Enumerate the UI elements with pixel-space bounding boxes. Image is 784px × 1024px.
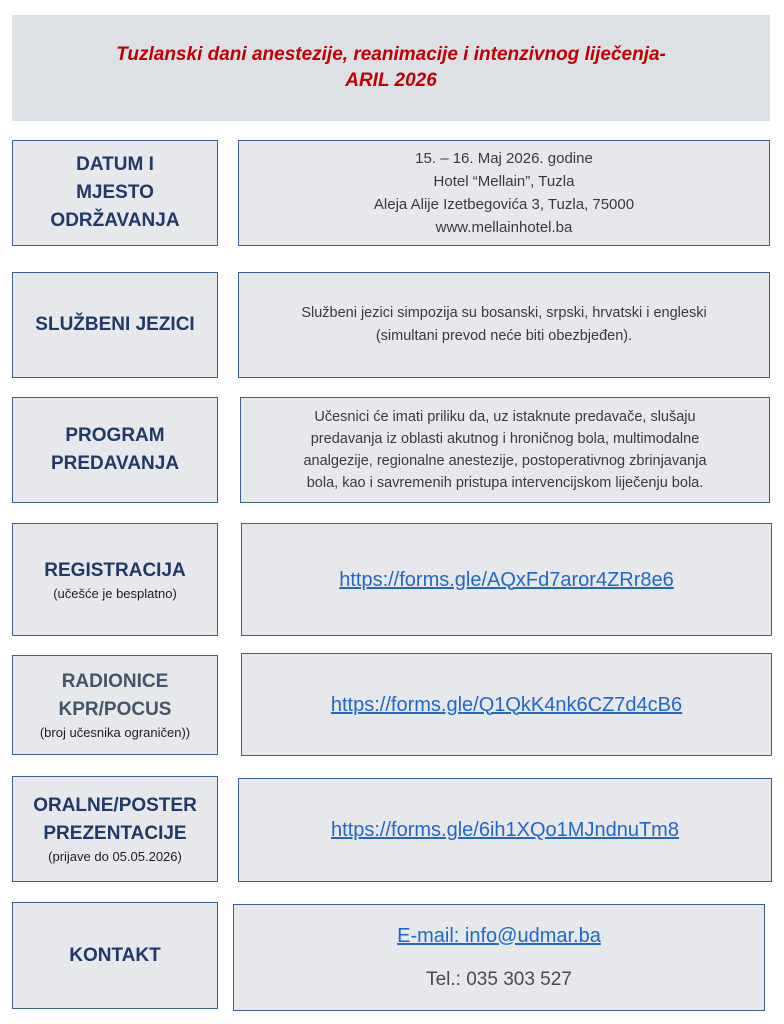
registracija-form-link[interactable]: https://forms.gle/AQxFd7aror4ZRr8e6 xyxy=(339,568,674,591)
radionice-label-line2: KPR/POCUS xyxy=(58,699,172,720)
kontakt-content-box xyxy=(233,904,765,1011)
registracija-content-box xyxy=(241,523,772,636)
radionice-label-box xyxy=(12,655,218,755)
program-content-box xyxy=(240,397,770,503)
registracija-sublabel: (učešće je besplatno) xyxy=(53,585,177,601)
program-label-line1: PROGRAM xyxy=(65,425,165,446)
jezici-label: SLUŽBENI JEZICI xyxy=(35,314,195,335)
oralne-label-line2: PREZENTACIJE xyxy=(43,823,187,844)
kontakt-label-box xyxy=(12,902,218,1009)
event-address: Aleja Alije Izetbegovića 3, Tuzla, 75000 xyxy=(373,196,635,213)
program-line2: predavanja iz oblasti akutnog i hroničnog bola, multimodalne xyxy=(310,431,700,447)
oralne-label-line1: ORALNE/POSTER xyxy=(33,795,197,816)
registracija-label-box xyxy=(12,523,218,636)
datum-label-box xyxy=(12,140,218,246)
datum-content-box xyxy=(238,140,770,246)
jezici-line1: Službeni jezici simpozija su bosanski, srpski, hrvatski i engleski xyxy=(301,305,707,321)
jezici-line2: (simultani prevod neće biti obezbjeđen). xyxy=(375,328,633,344)
event-date: 15. – 16. Maj 2026. godine xyxy=(415,150,593,167)
event-title-line1: Tuzlanski dani anestezije, reanimacije i intenzivnog liječenja- xyxy=(116,44,666,65)
kontakt-telephone: Tel.: 035 303 527 xyxy=(426,968,572,990)
kontakt-email-link[interactable]: E-mail: info@udmar.ba xyxy=(397,924,601,947)
radionice-content-box xyxy=(241,653,772,756)
oralne-form-link[interactable]: https://forms.gle/6ih1XQo1MJndnuTm8 xyxy=(331,819,679,841)
hotel-website[interactable]: www.mellainhotel.ba xyxy=(435,219,573,236)
program-line3: analgezije, regionalne anestezije, postoperativnog zbrinjavanja xyxy=(303,453,707,469)
program-label-box xyxy=(12,397,218,503)
program-label-line2: PREDAVANJA xyxy=(50,453,180,474)
radionice-sublabel: (broj učesnika ograničen)) xyxy=(39,725,191,740)
registracija-label: REGISTRACIJA xyxy=(44,559,186,581)
radionice-label-line1: RADIONICE xyxy=(61,671,169,692)
program-line1: Učesnici će imati priliku da, uz istaknute predavače, slušaju xyxy=(314,409,696,425)
kontakt-label: KONTAKT xyxy=(69,944,161,966)
radionice-form-link[interactable]: https://forms.gle/Q1QkK4nk6CZ7d4cB6 xyxy=(330,693,683,716)
event-venue: Hotel “Mellain”, Tuzla xyxy=(433,173,575,190)
datum-label-line3: ODRŽAVANJA xyxy=(50,210,180,231)
datum-label-line2: MJESTO xyxy=(76,182,154,203)
event-title-line2: ARIL 2026 xyxy=(345,70,437,91)
datum-label-line1: DATUM I xyxy=(76,154,154,175)
program-line4: bola, kao i savremenih pristupa intervencijskom liječenju bola. xyxy=(306,475,704,491)
oralne-content-box xyxy=(238,778,772,882)
oralne-label-box xyxy=(12,776,218,882)
event-title-banner xyxy=(12,15,770,121)
oralne-sublabel: (prijave do 05.05.2026) xyxy=(48,849,182,864)
jezici-label-box xyxy=(12,272,218,378)
jezici-content-box xyxy=(238,272,770,378)
